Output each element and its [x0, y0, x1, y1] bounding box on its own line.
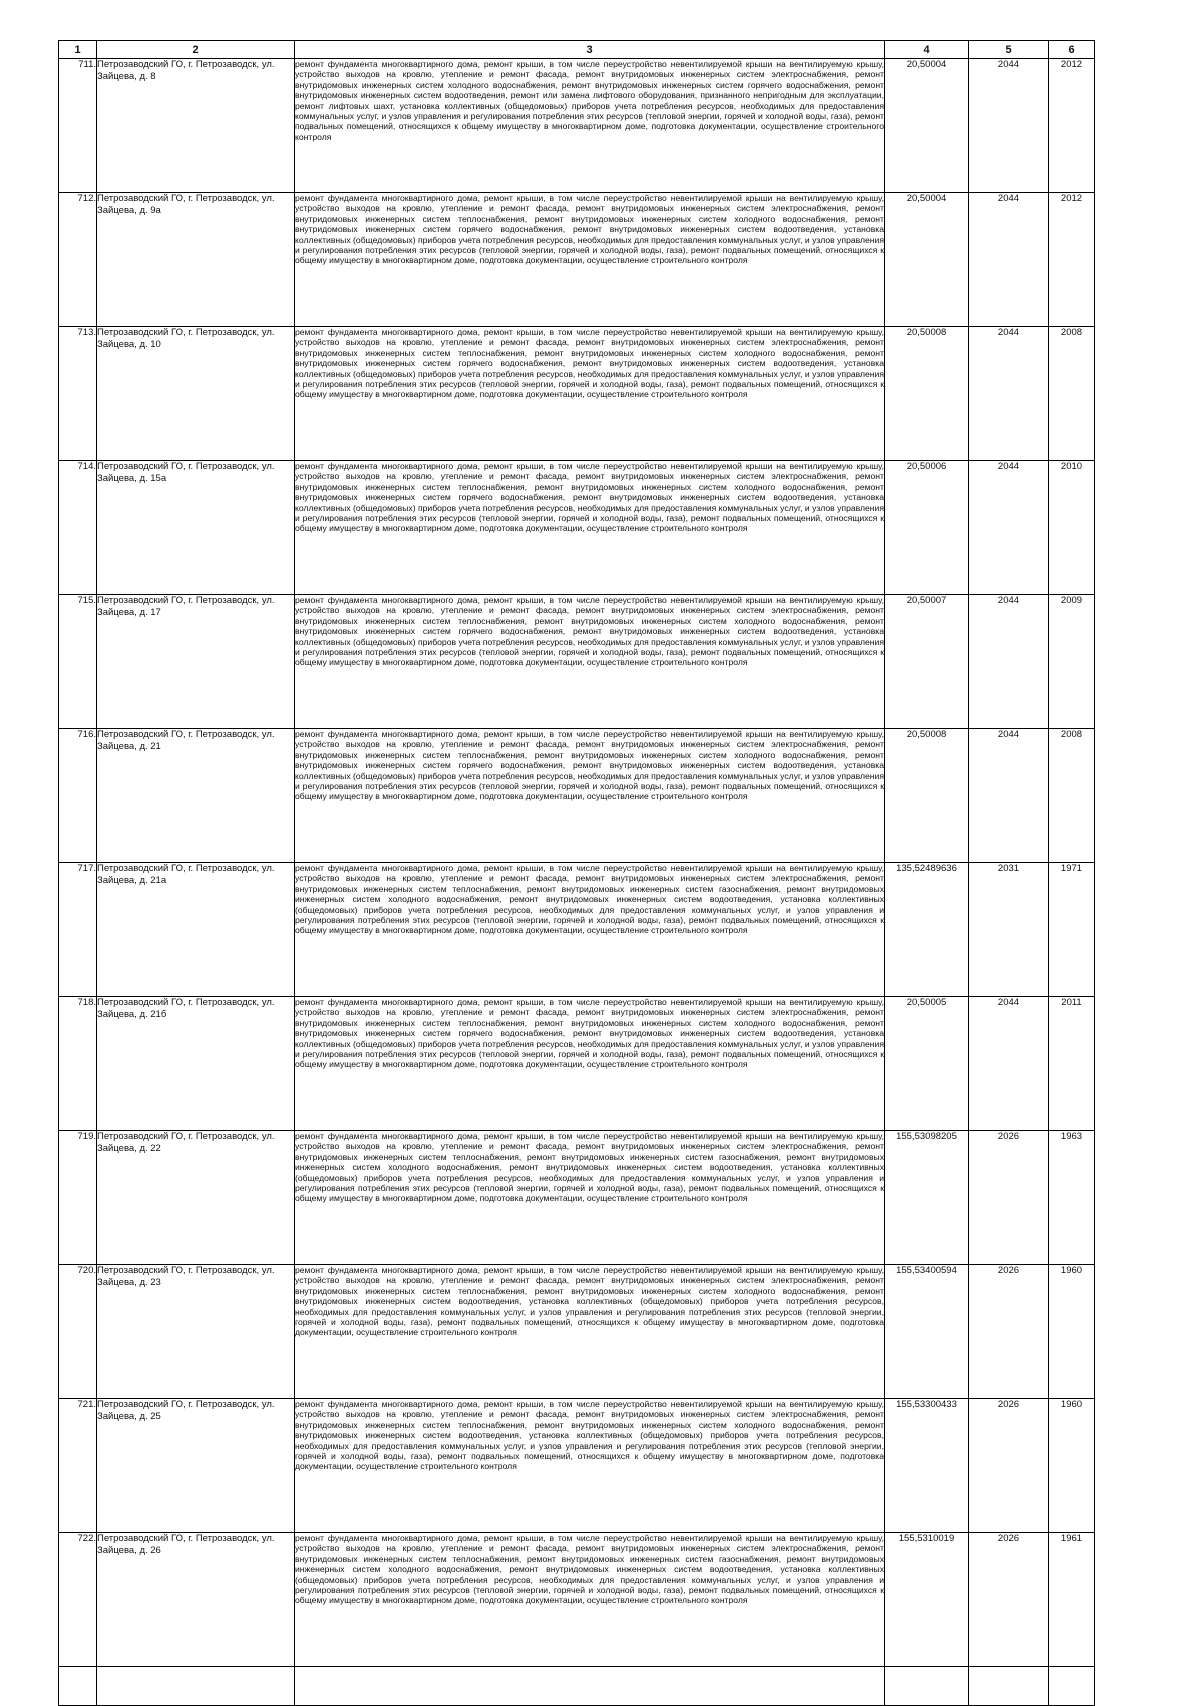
header-col-6: 6 — [1049, 41, 1095, 59]
row-number: 722. — [59, 1533, 97, 1667]
row-address: Петрозаводский ГО, г. Петрозаводск, ул. Зайцева, д. 21 — [97, 729, 295, 863]
row-year-plan: 2031 — [969, 863, 1049, 997]
table-row — [59, 193, 1095, 327]
row-number: 717. — [59, 863, 97, 997]
row-year-plan: 2044 — [969, 193, 1049, 327]
row-number: 721. — [59, 1399, 97, 1533]
row-number: 712. — [59, 193, 97, 327]
row-year-plan: 2044 — [969, 595, 1049, 729]
table-row — [59, 729, 1095, 863]
header-col-2: 2 — [97, 41, 295, 59]
row-works: ремонт фундамента многоквартирного дома, ремонт крыши, в том числе переустройство невентилируемой крыши на вентилируемую крышу, устройство выходов на кровлю, утепление и ремонт фасада, ремонт внутридомовых инженерных систем электроснабжения, ремонт внутридомовых инженерных систем теплоснабжения, ремонт внутридомовых инженерных систем холодного водоснабжения, ремонт внутридомовых инженерных систем горячего водоснабжения, ремонт внутридомовых инженерных систем водоотведения, установка коллективных (общедомовых) приборов учета потребления ресурсов, необходимых для предоставления коммунальных услуг, и узлов управления и регулирования потребления этих ресурсов (тепловой энергии, горячей и холодной воды, газа), ремонт подвальных помещений, относящихся к общему имуществу в многоквартирном доме, подготовка документации, осуществление строительного контроля — [295, 327, 885, 461]
row-works: ремонт фундамента многоквартирного дома, ремонт крыши, в том числе переустройство невентилируемой крыши на вентилируемую крышу, устройство выходов на кровлю, утепление и ремонт фасада, ремонт внутридомовых инженерных систем электроснабжения, ремонт внутридомовых инженерных систем теплоснабжения, ремонт внутридомовых инженерных систем газоснабжения, ремонт внутридомовых инженерных систем холодного водоснабжения, ремонт внутридомовых инженерных систем водоотведения, установка коллективных (общедомовых) приборов учета потребления ресурсов, необходимых для предоставления коммунальных услуг, и узлов управления и регулирования потребления этих ресурсов (тепловой энергии, горячей и холодной воды, газа), ремонт подвальных помещений, относящихся к общему имуществу в многоквартирном доме, подготовка документации, осуществление строительного контроля — [295, 863, 885, 997]
row-year-plan: 2026 — [969, 1131, 1049, 1265]
row-cost: 20,50004 — [885, 193, 969, 327]
row-address: Петрозаводский ГО, г. Петрозаводск, ул. Зайцева, д. 17 — [97, 595, 295, 729]
row-works: ремонт фундамента многоквартирного дома, ремонт крыши, в том числе переустройство невентилируемой крыши на вентилируемую крышу, устройство выходов на кровлю, утепление и ремонт фасада, ремонт внутридомовых инженерных систем электроснабжения, ремонт внутридомовых инженерных систем теплоснабжения, ремонт внутридомовых инженерных систем холодного водоснабжения, ремонт внутридомовых инженерных систем горячего водоснабжения, ремонт внутридомовых инженерных систем водоотведения, установка коллективных (общедомовых) приборов учета потребления ресурсов, необходимых для предоставления коммунальных услуг, и узлов управления и регулирования потребления этих ресурсов (тепловой энергии, горячей и холодной воды, газа), ремонт подвальных помещений, относящихся к общему имуществу в многоквартирном доме, подготовка документации, осуществление строительного контроля — [295, 461, 885, 595]
row-works: ремонт фундамента многоквартирного дома, ремонт крыши, в том числе переустройство невентилируемой крыши на вентилируемую крышу, устройство выходов на кровлю, утепление и ремонт фасада, ремонт внутридомовых инженерных систем электроснабжения, ремонт внутридомовых инженерных систем теплоснабжения, ремонт внутридомовых инженерных систем холодного водоснабжения, ремонт внутридомовых инженерных систем водоотведения, установка коллективных (общедомовых) приборов учета потребления ресурсов, необходимых для предоставления коммунальных услуг, и узлов управления и регулирования потребления этих ресурсов (тепловой энергии, горячей и холодной воды, газа), ремонт подвальных помещений, относящихся к общему имуществу в многоквартирном доме, подготовка документации, осуществление строительного контроля — [295, 1265, 885, 1399]
table-row — [59, 595, 1095, 729]
table-row — [59, 59, 1095, 193]
row-number: 714. — [59, 461, 97, 595]
row-year-built: 1960 — [1049, 1265, 1095, 1399]
row-works: ремонт фундамента многоквартирного дома, ремонт крыши, в том числе переустройство невентилируемой крыши на вентилируемую крышу, устройство выходов на кровлю, утепление и ремонт фасада, ремонт внутридомовых инженерных систем электроснабжения, ремонт внутридомовых инженерных систем теплоснабжения, ремонт внутридомовых инженерных систем холодного водоснабжения, ремонт внутридомовых инженерных систем горячего водоснабжения, ремонт внутридомовых инженерных систем водоотведения, установка коллективных (общедомовых) приборов учета потребления ресурсов, необходимых для предоставления коммунальных услуг, и узлов управления и регулирования потребления этих ресурсов (тепловой энергии, горячей и холодной воды, газа), ремонт подвальных помещений, относящихся к общему имуществу в многоквартирном доме, подготовка документации, осуществление строительного контроля — [295, 595, 885, 729]
row-year-plan: 2044 — [969, 327, 1049, 461]
row-year-built: 2012 — [1049, 193, 1095, 327]
row-works: ремонт фундамента многоквартирного дома, ремонт крыши, в том числе переустройство невентилируемой крыши на вентилируемую крышу, устройство выходов на кровлю, утепление и ремонт фасада, ремонт внутридомовых инженерных систем электроснабжения, ремонт внутридомовых инженерных систем теплоснабжения, ремонт внутридомовых инженерных систем газоснабжения, ремонт внутридомовых инженерных систем холодного водоснабжения, ремонт внутридомовых инженерных систем водоотведения, установка коллективных (общедомовых) приборов учета потребления ресурсов, необходимых для предоставления коммунальных услуг, и узлов управления и регулирования потребления этих ресурсов (тепловой энергии, горячей и холодной воды, газа), ремонт подвальных помещений, относящихся к общему имуществу в многоквартирном доме, подготовка документации, осуществление строительного контроля — [295, 1533, 885, 1667]
table-row — [59, 461, 1095, 595]
row-year-built: 1971 — [1049, 863, 1095, 997]
empty-cell — [97, 1667, 295, 1706]
row-address: Петрозаводский ГО, г. Петрозаводск, ул. Зайцева, д. 22 — [97, 1131, 295, 1265]
empty-cell — [969, 1667, 1049, 1706]
row-works: ремонт фундамента многоквартирного дома, ремонт крыши, в том числе переустройство невентилируемой крыши на вентилируемую крышу, устройство выходов на кровлю, утепление и ремонт фасада, ремонт внутридомовых инженерных систем электроснабжения, ремонт внутридомовых инженерных систем теплоснабжения, ремонт внутридомовых инженерных систем холодного водоснабжения, ремонт внутридомовых инженерных систем горячего водоснабжения, ремонт внутридомовых инженерных систем водоотведения, установка коллективных (общедомовых) приборов учета потребления ресурсов, необходимых для предоставления коммунальных услуг, и узлов управления и регулирования потребления этих ресурсов (тепловой энергии, горячей и холодной воды, газа), ремонт подвальных помещений, относящихся к общему имуществу в многоквартирном доме, подготовка документации, осуществление строительного контроля — [295, 729, 885, 863]
row-works: ремонт фундамента многоквартирного дома, ремонт крыши, в том числе переустройство невентилируемой крыши на вентилируемую крышу, устройство выходов на кровлю, утепление и ремонт фасада, ремонт внутридомовых инженерных систем электроснабжения, ремонт внутридомовых инженерных систем теплоснабжения, ремонт внутридомовых инженерных систем холодного водоснабжения, ремонт внутридомовых инженерных систем горячего водоснабжения, ремонт внутридомовых инженерных систем водоотведения, установка коллективных (общедомовых) приборов учета потребления ресурсов, необходимых для предоставления коммунальных услуг, и узлов управления и регулирования потребления этих ресурсов (тепловой энергии, горячей и холодной воды, газа), ремонт подвальных помещений, относящихся к общему имуществу в многоквартирном доме, подготовка документации, осуществление строительного контроля — [295, 193, 885, 327]
row-address: Петрозаводский ГО, г. Петрозаводск, ул. Зайцева, д. 10 — [97, 327, 295, 461]
empty-cell — [885, 1667, 969, 1706]
row-number: 716. — [59, 729, 97, 863]
row-year-plan: 2044 — [969, 997, 1049, 1131]
row-cost: 20,50004 — [885, 59, 969, 193]
header-col-4: 4 — [885, 41, 969, 59]
row-address: Петрозаводский ГО, г. Петрозаводск, ул. Зайцева, д. 23 — [97, 1265, 295, 1399]
row-cost: 155,5310019 — [885, 1533, 969, 1667]
row-address: Петрозаводский ГО, г. Петрозаводск, ул. Зайцева, д. 21б — [97, 997, 295, 1131]
row-cost: 20,50008 — [885, 729, 969, 863]
row-year-plan: 2026 — [969, 1399, 1049, 1533]
row-works: ремонт фундамента многоквартирного дома, ремонт крыши, в том числе переустройство невентилируемой крыши на вентилируемую крышу, устройство выходов на кровлю, утепление и ремонт фасада, ремонт внутридомовых инженерных систем электроснабжения, ремонт внутридомовых инженерных систем теплоснабжения, ремонт внутридомовых инженерных систем холодного водоснабжения, ремонт внутридомовых инженерных систем водоотведения, установка коллективных (общедомовых) приборов учета потребления ресурсов, необходимых для предоставления коммунальных услуг, и узлов управления и регулирования потребления этих ресурсов (тепловой энергии, горячей и холодной воды, газа), ремонт подвальных помещений, относящихся к общему имуществу в многоквартирном доме, подготовка документации, осуществление строительного контроля — [295, 1399, 885, 1533]
row-works: ремонт фундамента многоквартирного дома, ремонт крыши, в том числе переустройство невентилируемой крыши на вентилируемую крышу, устройство выходов на кровлю, утепление и ремонт фасада, ремонт внутридомовых инженерных систем электроснабжения, ремонт внутридомовых инженерных систем теплоснабжения, ремонт внутридомовых инженерных систем газоснабжения, ремонт внутридомовых инженерных систем холодного водоснабжения, ремонт внутридомовых инженерных систем водоотведения, установка коллективных (общедомовых) приборов учета потребления ресурсов, необходимых для предоставления коммунальных услуг, и узлов управления и регулирования потребления этих ресурсов (тепловой энергии, горячей и холодной воды, газа), ремонт подвальных помещений, относящихся к общему имуществу в многоквартирном доме, подготовка документации, осуществление строительного контроля — [295, 1131, 885, 1265]
row-address: Петрозаводский ГО, г. Петрозаводск, ул. Зайцева, д. 15а — [97, 461, 295, 595]
row-number: 720. — [59, 1265, 97, 1399]
row-year-plan: 2044 — [969, 461, 1049, 595]
empty-cell — [59, 1667, 97, 1706]
row-year-built: 2011 — [1049, 997, 1095, 1131]
table-row — [59, 1131, 1095, 1265]
row-address: Петрозаводский ГО, г. Петрозаводск, ул. Зайцева, д. 25 — [97, 1399, 295, 1533]
row-address: Петрозаводский ГО, г. Петрозаводск, ул. Зайцева, д. 9а — [97, 193, 295, 327]
header-row — [59, 41, 1095, 59]
header-col-5: 5 — [969, 41, 1049, 59]
table-row — [59, 327, 1095, 461]
row-works: ремонт фундамента многоквартирного дома, ремонт крыши, в том числе переустройство невентилируемой крыши на вентилируемую крышу, устройство выходов на кровлю, утепление и ремонт фасада, ремонт внутридомовых инженерных систем электроснабжения, ремонт внутридомовых инженерных систем теплоснабжения, ремонт внутридомовых инженерных систем холодного водоснабжения, ремонт внутридомовых инженерных систем горячего водоснабжения, ремонт внутридомовых инженерных систем водоотведения, установка коллективных (общедомовых) приборов учета потребления ресурсов, необходимых для предоставления коммунальных услуг, и узлов управления и регулирования потребления этих ресурсов (тепловой энергии, горячей и холодной воды, газа), ремонт подвальных помещений, относящихся к общему имуществу в многоквартирном доме, подготовка документации, осуществление строительного контроля — [295, 997, 885, 1131]
row-year-plan: 2044 — [969, 59, 1049, 193]
row-cost: 20,50008 — [885, 327, 969, 461]
table-row — [59, 863, 1095, 997]
row-works: ремонт фундамента многоквартирного дома, ремонт крыши, в том числе переустройство невентилируемой крыши на вентилируемую крышу, устройство выходов на кровлю, утепление и ремонт фасада, ремонт внутридомовых инженерных систем электроснабжения, ремонт внутридомовых инженерных систем холодного водоснабжения, ремонт внутридомовых инженерных систем горячего водоснабжения, ремонт внутридомовых инженерных систем водоотведения, ремонт или замена лифтового оборудования, признанного непригодным для эксплуатации, ремонт лифтовых шахт, установка коллективных (общедомовых) приборов учета потребления ресурсов, необходимых для предоставления коммунальных услуг, и узлов управления и регулирования потребления этих ресурсов (тепловой энергии, горячей и холодной воды, газа), ремонт подвальных помещений, относящихся к общему имуществу в многоквартирном доме, подготовка документации, осуществление строительного контроля — [295, 59, 885, 193]
empty-cell — [295, 1667, 885, 1706]
row-number: 713. — [59, 327, 97, 461]
row-year-built: 1960 — [1049, 1399, 1095, 1533]
trailing-empty-row — [59, 1667, 1095, 1706]
row-year-plan: 2044 — [969, 729, 1049, 863]
row-cost: 20,50005 — [885, 997, 969, 1131]
header-col-3: 3 — [295, 41, 885, 59]
row-year-built: 2009 — [1049, 595, 1095, 729]
row-address: Петрозаводский ГО, г. Петрозаводск, ул. Зайцева, д. 26 — [97, 1533, 295, 1667]
row-year-built: 2012 — [1049, 59, 1095, 193]
row-cost: 20,50007 — [885, 595, 969, 729]
empty-cell — [1049, 1667, 1095, 1706]
row-number: 711. — [59, 59, 97, 193]
row-cost: 155,53098205 — [885, 1131, 969, 1265]
row-number: 719. — [59, 1131, 97, 1265]
table-row — [59, 997, 1095, 1131]
row-year-built: 1961 — [1049, 1533, 1095, 1667]
row-year-built: 1963 — [1049, 1131, 1095, 1265]
row-year-built: 2010 — [1049, 461, 1095, 595]
row-address: Петрозаводский ГО, г. Петрозаводск, ул. Зайцева, д. 21а — [97, 863, 295, 997]
table-row — [59, 1265, 1095, 1399]
row-cost: 135,52489636 — [885, 863, 969, 997]
row-number: 718. — [59, 997, 97, 1131]
row-cost: 20,50006 — [885, 461, 969, 595]
row-year-built: 2008 — [1049, 327, 1095, 461]
row-year-plan: 2026 — [969, 1533, 1049, 1667]
header-col-1: 1 — [59, 41, 97, 59]
row-year-built: 2008 — [1049, 729, 1095, 863]
row-cost: 155,53400594 — [885, 1265, 969, 1399]
row-cost: 155,53300433 — [885, 1399, 969, 1533]
row-year-plan: 2026 — [969, 1265, 1049, 1399]
row-address: Петрозаводский ГО, г. Петрозаводск, ул. Зайцева, д. 8 — [97, 59, 295, 193]
table-row — [59, 1399, 1095, 1533]
row-number: 715. — [59, 595, 97, 729]
table-row — [59, 1533, 1095, 1667]
register-table — [58, 40, 1095, 1706]
